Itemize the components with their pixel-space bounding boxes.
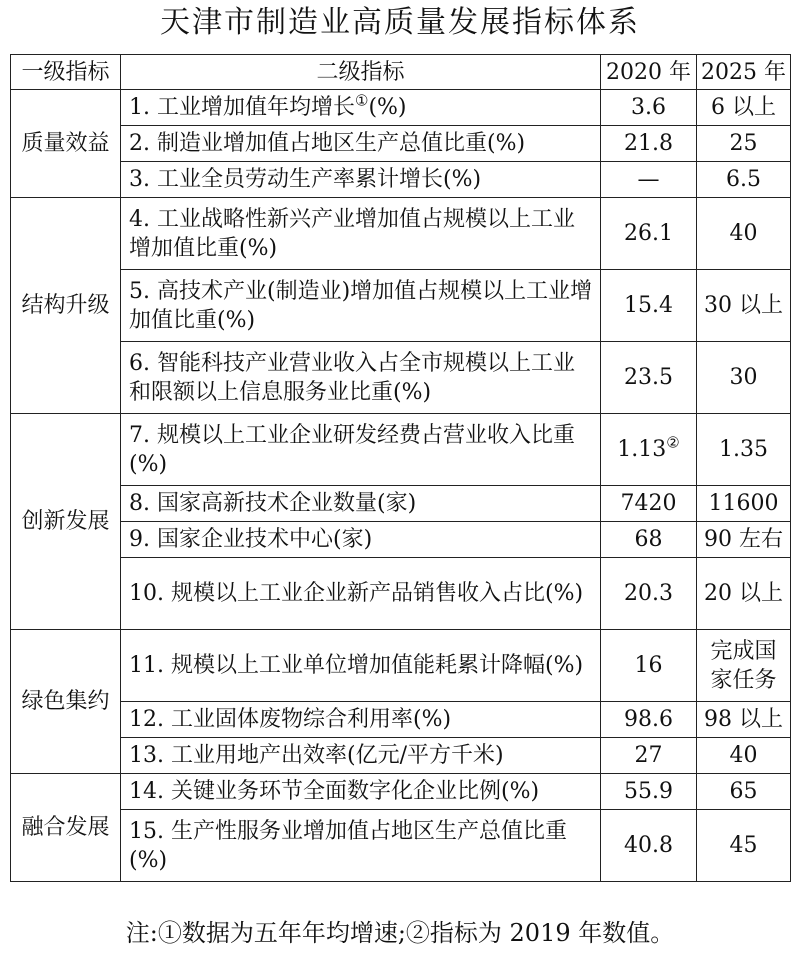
value-2025: 40 xyxy=(697,738,791,774)
footnote-mark: ② xyxy=(666,433,680,452)
value-2020: — xyxy=(601,162,697,198)
indicator-label: 15. 生产性服务业增加值占地区生产总值比重(%) xyxy=(121,810,601,882)
value-2020: 98.6 xyxy=(601,702,697,738)
table-row xyxy=(11,90,791,126)
value-2020: 15.4 xyxy=(601,270,697,342)
value-2020: 26.1 xyxy=(601,198,697,270)
value-2025: 完成国家任务 xyxy=(697,630,791,702)
group-name: 创新发展 xyxy=(11,414,121,630)
indicator-label: 13. 工业用地产出效率(亿元/平方千米) xyxy=(121,738,601,774)
header-row xyxy=(11,55,791,90)
header-2020: 2020 年 xyxy=(601,55,697,90)
indicator-label: 6. 智能科技产业营业收入占全市规模以上工业和限额以上信息服务业比重(%) xyxy=(121,342,601,414)
indicator-label: 5. 高技术产业(制造业)增加值占规模以上工业增加值比重(%) xyxy=(121,270,601,342)
table-row xyxy=(11,702,791,738)
group-name: 质量效益 xyxy=(11,90,121,198)
value-2020: 20.3 xyxy=(601,558,697,630)
indicator-label: 7. 规模以上工业企业研发经费占营业收入比重(%) xyxy=(121,414,601,486)
indicator-label: 1. 工业增加值年均增长①(%) xyxy=(121,90,601,126)
indicator-label: 8. 国家高新技术企业数量(家) xyxy=(121,486,601,522)
value-2025: 30 以上 xyxy=(697,270,791,342)
value-2020: 40.8 xyxy=(601,810,697,882)
value-2025: 20 以上 xyxy=(697,558,791,630)
header-level2: 二级指标 xyxy=(121,55,601,90)
footnote: 注:①数据为五年年均增速;②指标为 2019 年数值。 xyxy=(125,919,675,947)
value-2020: 68 xyxy=(601,522,697,558)
value-2025: 11600 xyxy=(697,486,791,522)
table-row xyxy=(11,126,791,162)
indicator-label: 11. 规模以上工业单位增加值能耗累计降幅(%) xyxy=(121,630,601,702)
value-2025: 45 xyxy=(697,810,791,882)
table-row xyxy=(11,414,791,486)
table-row xyxy=(11,738,791,774)
group-name: 绿色集约 xyxy=(11,630,121,774)
value-2020: 21.8 xyxy=(601,126,697,162)
value-2025: 98 以上 xyxy=(697,702,791,738)
table-row xyxy=(11,522,791,558)
value-2020: 23.5 xyxy=(601,342,697,414)
value-2020: 55.9 xyxy=(601,774,697,810)
value-2020: 1.13② xyxy=(601,414,697,486)
value-2020: 3.6 xyxy=(601,90,697,126)
table-row xyxy=(11,810,791,882)
value-2025: 6 以上 xyxy=(697,90,791,126)
table-row xyxy=(11,774,791,810)
header-level1: 一级指标 xyxy=(11,55,121,90)
value-2025: 25 xyxy=(697,126,791,162)
group-name: 结构升级 xyxy=(11,198,121,414)
value-2020: 27 xyxy=(601,738,697,774)
indicator-label: 3. 工业全员劳动生产率累计增长(%) xyxy=(121,162,601,198)
table-row xyxy=(11,342,791,414)
indicator-label: 12. 工业固体废物综合利用率(%) xyxy=(121,702,601,738)
footnote-mark: ① xyxy=(354,91,369,110)
indicator-label: 2. 制造业增加值占地区生产总值比重(%) xyxy=(121,126,601,162)
indicator-label: 14. 关键业务环节全面数字化企业比例(%) xyxy=(121,774,601,810)
value-2025: 30 xyxy=(697,342,791,414)
table-row xyxy=(11,486,791,522)
value-2025: 90 左右 xyxy=(697,522,791,558)
value-2025: 1.35 xyxy=(697,414,791,486)
header-2025: 2025 年 xyxy=(697,55,791,90)
indicator-label: 10. 规模以上工业企业新产品销售收入占比(%) xyxy=(121,558,601,630)
table-row xyxy=(11,198,791,270)
group-name: 融合发展 xyxy=(11,774,121,882)
value-2020: 16 xyxy=(601,630,697,702)
table-row xyxy=(11,558,791,630)
value-2025: 40 xyxy=(697,198,791,270)
table-row xyxy=(11,162,791,198)
indicator-label: 4. 工业战略性新兴产业增加值占规模以上工业增加值比重(%) xyxy=(121,198,601,270)
indicator-table xyxy=(10,54,791,882)
page-title: 天津市制造业高质量发展指标体系 xyxy=(160,5,640,40)
value-2020: 7420 xyxy=(601,486,697,522)
value-2025: 65 xyxy=(697,774,791,810)
value-2025: 6.5 xyxy=(697,162,791,198)
table-row xyxy=(11,270,791,342)
indicator-label: 9. 国家企业技术中心(家) xyxy=(121,522,601,558)
table-row xyxy=(11,630,791,702)
